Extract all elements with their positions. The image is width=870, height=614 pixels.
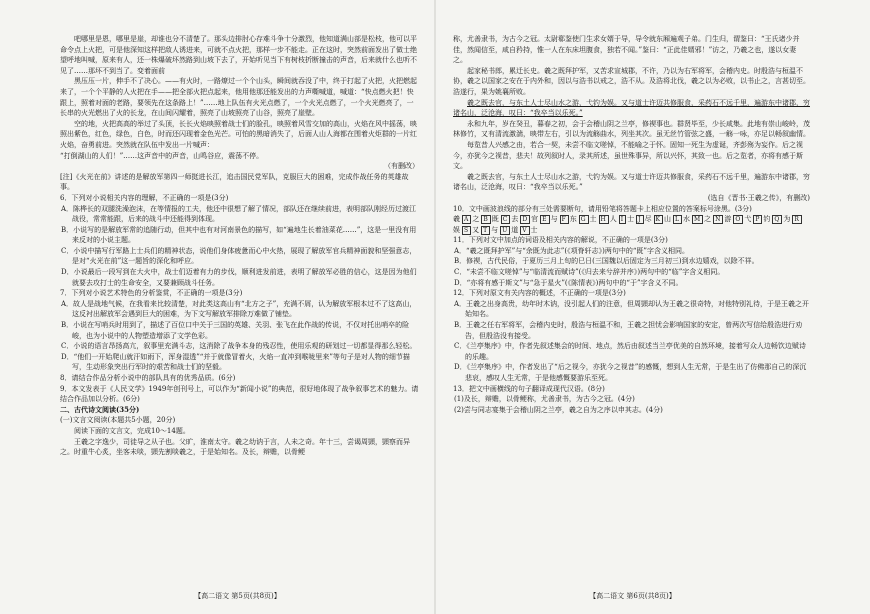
break-option-box[interactable]: A (464, 216, 470, 224)
break-option-box[interactable]: C (502, 216, 509, 224)
break-option-box[interactable]: N (715, 216, 722, 224)
break-text-char: 既 (491, 215, 500, 224)
break-text-char: 与 (550, 215, 559, 224)
classical-paragraph: 起家秘书郎，累迁长史。羲之既拜护军，又苦求宣城郡，不许，乃以为右军将军，会稽内史。时殷浩与桓温不协，羲之以国家之安在于内外和，因以与浩书以戒之，浩不从。及浩将北伐，羲之以为必败，以书止之，言甚切至。浩遂行，果为姚襄所败。 (453, 66, 810, 96)
right-column (453, 34, 810, 589)
q7-option-c: C．小说的语言昂扬高亢，叙事里充满斗志，这消除了战争本身的残忍性，使用乐观的研划过一切都显得那么轻松。 (61, 342, 417, 351)
break-option-box[interactable]: S (464, 226, 470, 234)
break-text-char: 之 (704, 215, 713, 224)
break-option-box[interactable]: V (522, 226, 528, 234)
question-6: 6．下列对小说相关内容的理解，不正确的一项是(3分) (60, 193, 229, 202)
break-text-char: 之 (472, 215, 481, 224)
break-option-box[interactable]: M (694, 216, 702, 224)
break-option-box[interactable]: E (542, 216, 548, 224)
classical-text: 王羲之字逸少，司徒导之从子也。父旷，淮南太守。羲之幼讷于言，人未之奇。年十三，尝谒周顗，顗察而异之。时重牛心炙，坐客未啖，顗先割啖羲之，于是始知名。及长，辩赡，以骨鲠 (60, 437, 410, 457)
break-text-char: 士 (530, 225, 539, 234)
break-text-char: 水 (683, 215, 692, 224)
question-11: 11．下列对文中加点的词语及相关内容的解说，不正确的一项是(3分) (453, 236, 668, 245)
section-2-1-heading: (一)文言文阅读(本题共5小题，20分) (60, 416, 176, 425)
break-option-box[interactable]: J (638, 216, 642, 224)
break-option-box[interactable]: F (561, 216, 567, 224)
break-option-box[interactable]: G (580, 216, 587, 224)
question-7: 7．下列对小说艺术特色的分析鉴赏，不正确的一项是(3分) (60, 289, 243, 298)
text-source: (选自《晋书·王羲之传》，有删改) (707, 193, 810, 202)
q13-part-2: (2)尝与同志宴集于会稽山阴之兰亭，羲之自为之序以申其志。(4分) (454, 405, 663, 414)
q7-option-b: B．小说在写哨兵时用到了，描述了百位口中关于三国的英雄、关羽、张飞在此作战的传说，不仅对托出哨卒的险峻，也为小说中的人物塑造增添了文学色彩。 (61, 321, 410, 340)
break-option-box[interactable]: Q (774, 216, 781, 224)
story-paragraph: 黑压压一片，伸手不了决心。——有火时，一路燎过一个个山头，瞬间就吞没了中，终于打起了火把，火把燃起来了，一个个平静的人火把在手——把全部火把点起来，他用他那还能发出的力声嘶喊道，喊道：“快点燃火把！快跟上，照着对面的老路，要领先在这条路上！”……地上队伍有火光点燃了，一个火光点燃了，一个火光燃亮了，一长串的火光燃出了火的长龙，在山间闪耀着，照亮了山坡照亮了山谷，照亮了崖壁。 (60, 77, 417, 118)
story-paragraph: 吧哪里是恩，哪里是崖，却谁也分不清楚了。那头边排肘心存难斗争十分激烈，他知道满山部是松枝，他可以平命令点上火把，可是他深知这样把敌人诱进来，可就不点火把，那样一步不能走。正在这时，突然前面发出了做士绝望呼地叫喊，原来有人，还一株爆破坏然路到山坡下去了，开始听见当下有树枝折断撞击的声音，后来就什么也听不见了……那坏不到当了。变着面前 (60, 35, 417, 75)
break-text-char: 去 (511, 215, 520, 224)
break-text-char: 为 (783, 215, 792, 224)
q6-option-a: A．陈桦长的双腿洗澡泡沫，在等情报的工夫，他还中很想了解了情况，部队还在继续前进，表明部队刚经历过渡江战役，常常能跟，后来的战斗中还能得到体现。 (61, 204, 417, 224)
break-option-box[interactable]: H (600, 216, 607, 224)
break-text-char: 土 (589, 215, 598, 224)
question-13: 13．把文中画横线的句子翻译成现代汉语。(8分) (453, 384, 605, 393)
sentence-break-boxes (453, 214, 810, 235)
break-text-char: 弋 (744, 215, 753, 224)
question-8: 8．请结合作品分析小说中的部队具有的优秀品质。(6分) (60, 374, 236, 382)
break-option-box[interactable]: I (620, 216, 625, 224)
break-option-box[interactable]: R (794, 216, 800, 224)
story-note: [注]《火光在前》讲述的是解放军第四一师挺进长江，追击国民党军队，克服巨大的困难，完成作战任务的英雄故事。 (60, 172, 409, 192)
break-text-char: 道 (511, 225, 520, 234)
break-text-char: 娱 (453, 225, 461, 234)
left-column (60, 34, 419, 589)
q11-option-d: D．“亦将有感于斯文”与“急于星火”(《陈情表》)两句中的“于”字含义不同。 (454, 278, 683, 287)
break-text-char: 又 (472, 225, 481, 234)
break-option-box[interactable]: O (735, 216, 742, 224)
break-text-char: 与 (491, 225, 500, 234)
break-text-char: 羲 (453, 215, 461, 224)
break-text-char: 士 (627, 215, 636, 224)
q7-option-d: D．“他们一开始爬山就汗如雨下，浑身湿透”“并于就像冒着火，火焰一直冲到喉咙里来”等句子是对人物的细节描写，生动形象突出行军时的艰苦和战士们的坚毅。 (61, 352, 410, 372)
break-text-char: 官 (531, 215, 540, 224)
break-option-box[interactable]: T (483, 226, 489, 234)
preface-text: 永和九年，岁在癸丑，暮春之初，会于会稽山阴之兰亭，修禊事也。群贤毕至，少长咸集。此地有崇山峻岭，茂林修竹，又有清流激湍，映带左右，引以为流觞曲水，列坐其次。虽无丝竹管弦之盛，一觞一咏，亦足以畅叙幽情。 (453, 119, 810, 139)
q12-option-a: A．王羲之出身高贵，幼年时木讷，没引起人们的注意，但周顗却认为王羲之很奇特，对他特别礼待，于是王羲之开始知名。 (454, 299, 810, 319)
story-paragraph: “打倒湖山的人们！”……这声音中的声音，山鸣谷应，震荡不停。 (60, 151, 264, 160)
question-9: 9．本文发表于《人民文学》1949年创刊号上，可以作为“新闻小说”的典范，很好地体现了战争叙事艺术的魅力。请结合作品加以分析。(6分) (60, 384, 419, 404)
q12-option-d: D．《兰亭集序》中，作者发出了“后之视今，亦犹今之视昔”的感慨，想到人生无常，于是生出了仿佛那自己的深沉悲哀，感叹人生无常，于是他感慨要游乐至死。 (454, 363, 807, 382)
break-text-char: 尽 (644, 215, 653, 224)
q11-option-a: A．“羲之既拜护军”与“余既为此志”(《项脊轩志》)两句中的“既”字含义相同。 (454, 246, 689, 255)
break-text-char: 游 (724, 215, 733, 224)
story-source: （有删改） (384, 162, 419, 171)
question-10: 10．文中画波浪线的部分有三处需要断句，请用铅笔将答题卡上相应位置的答案标号涂黑。(3分) (453, 204, 752, 213)
q11-option-b: B．修禊，古代民俗，于夏历三月上旬的巳日(三国魏以后固定为三月初三)到水边嬉戏，以除不祥。 (454, 257, 759, 266)
q6-option-b: B．小说写的是解放军常的追随行动，但其中也有对河南景色的描写，如“遍地生长着油菜花……”，这是一里没有用来反对的小说主题。 (61, 225, 417, 245)
q7-option-a: A．故人是战地气候，在我看来比较清楚，对此类这高山有“北方之子”，充满不屑，认为解放军根本过不了这高山，这反衬出解放军会遇到巨大的困难，为下文写解放军排除万难做了铺垫。 (61, 299, 417, 319)
break-text-char: 钓 (763, 215, 772, 224)
break-text-char: 山 (664, 215, 673, 224)
break-text-char: 人 (609, 215, 618, 224)
q12-option-c: C．《兰亭集序》中，作者先叙述集会的时间、地点，然后由叙述当兰亭优美的自然环境，接着写众人边畅饮边赋诗的乐趣。 (454, 342, 806, 361)
page-footer: 【高二语文 第6页(共8页)】 (589, 592, 676, 601)
break-option-box[interactable]: D (522, 216, 529, 224)
q13-part-1: (1)及长，辩赡，以骨鲠称，尤善隶书，为古今之冠。(4分) (454, 395, 635, 404)
break-option-box[interactable]: L (675, 216, 681, 224)
q6-option-d: D．小说最后一段写到在大火中，战士们迈着有力的步伐，顺利进发前进，表明了解放军必胜的信心，这是因为他们就要去攻打士的生命安全，又要兼顾战斗任务。 (61, 268, 417, 287)
break-text-char: 东 (569, 215, 578, 224)
classical-paragraph: 羲之既去官，与东土人士尽山水之游，弋钓为娱。又与道士许迈共修服食，采药石不远千里，遍游东中诸郡，穷诸名山，泛沧海，叹曰：“我卒当以乐死。” (453, 98, 810, 118)
page-footer: 【高二语文 第5页(共8页)】 (194, 592, 281, 601)
q6-option-c: C．小说中描写行军路上士兵们的精神状态，说他们身体疲惫而心中火热，展现了解放军官兵精神面貌和坚强意志，是对“火光在前”这一题旨的深化和呼应。 (61, 246, 417, 266)
story-paragraph: 空的地，火把高高的举过了头顶，长长火焰映照着战士们的脸孔，映照着风雪交加的高山，火焰在风中摇荡，映照出紫色，红色，绿色，白色，时而还闪现着金色光芒。可怕的黑暗消失了，后面人山人海都在围着火炬群的一片红火焰，奋勇前进。突然就在队伍中发出一片喊声： (60, 119, 417, 149)
question-12: 12．下列对原文有关内容的概述，不正确的一项是(3分) (453, 289, 626, 298)
right-page (435, 0, 870, 614)
preface-text: 每览昔人兴感之由，若合一契，未尝不临文嗟悼，不能喻之于怀。固知一死生为虚诞，齐彭殇为妄作。后之视今，亦犹今之视昔，悲夫！故列叙时人，录其所述，虽世殊事异，所以兴怀，其致一也。后之览者，亦将有感于斯文。 (453, 140, 803, 171)
reading-intro: 阅读下面的文言文，完成10～14题。 (74, 426, 190, 435)
classical-paragraph: 称，尤善隶书，为古今之冠。太尉郗鉴使门生求女婿于导，导令就东厢遍观子弟。门生归，谓鉴曰：“王氏诸少并佳，然闻信至，咸自矜持，惟一人在东床坦腹食，独若不闻。”鉴曰：“正此佳婿邪！”访之，乃羲之也，遂以女妻之。 (453, 35, 800, 65)
q11-option-c: C．“未尝不临文嗟悼”与“临清流而赋诗”(《归去来兮辞并序》)两句中的“临”字含义相同。 (454, 268, 725, 277)
break-option-box[interactable]: P (755, 216, 761, 224)
q12-option-b: B．王羲之任右军将军，会稽内史时，殷浩与桓温不和，王羲之担忧会影响国家的安定，曾两次写信给殷浩进行劝告，但殷浩没有接受。 (454, 321, 803, 340)
break-option-box[interactable]: K (655, 216, 662, 224)
break-option-box[interactable]: U (502, 226, 509, 234)
break-option-box[interactable]: B (483, 216, 489, 224)
classical-paragraph: 羲之既去官，与东土人士尽山水之游，弋钓为娱。又与道士许迈共修服食，采药石不远千里，遍游东中诸郡，穷诸名山，泛沧海，叹曰：“我卒当以乐死。” (453, 172, 810, 192)
section-2-heading: 二、古代诗文阅读(35分) (60, 404, 140, 414)
